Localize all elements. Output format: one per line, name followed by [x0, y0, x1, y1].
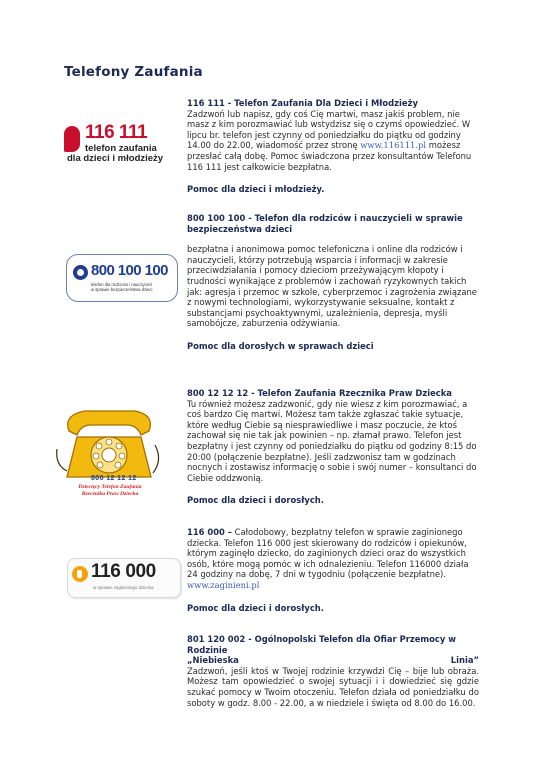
logo-line: telefon zaufania [85, 143, 157, 154]
entry-footer: Pomoc dla dzieci i dorosłych. [187, 602, 324, 613]
logo-line: dla dzieci i młodzieży [67, 153, 164, 164]
entry-heading: 116 111 - Telefon Zaufania Dla Dzieci i Młodzieży [187, 98, 418, 108]
phone-icon [73, 265, 88, 280]
logo-number: 800 12 12 12 [91, 475, 137, 482]
logo-line: Dziecięcy Telefon Zaufania [78, 484, 142, 490]
logo-line: w sprawie zaginionego dziecka [93, 585, 154, 590]
entry-body: Zadzwoń lub napisz, gdy coś Cię martwi, masz jakiś problem, nie masz z kim porozmawiać lub wstydzisz się o czymś opowiedzieć. W lipcu br. telefon jest czynny od poniedziałku do piątku od godziny 14.00 do 22.00, wiadomość przez stronę www.116111.pl możesz przesłać całą dobę. Pomoc świadczona przez konsultantów Telefonu 116 111 jest całkowicie bezpłatna. [187, 108, 472, 172]
entry-footer: Pomoc dla dzieci i młodzieży. [187, 184, 325, 195]
logo-116111 [64, 122, 172, 166]
logo-number: 800 100 100 [91, 262, 168, 279]
logo-800121212 [55, 405, 165, 501]
logo-number: 116 000 [91, 561, 156, 582]
logo-116000 [67, 558, 181, 598]
entry-heading: 801 120 002 - Ogólnopolski Telefon dla Ofiar Przemocy w Rodzinie [187, 634, 456, 655]
entry-body: 116 000 – Całodobowy, bezpłatny telefon w sprawie zaginionego dziecka. Telefon 116 000 jest skierowany do rodziców i opiekunów, którym zaginęło dziecko, do zaginionych dzieci oraz do wszystkich osób, które mogą pomóc w ich odnalezieniu. Telefon 116000 działa 24 godziny na dobę, 7 dni w tygodniu (połączenie bezpłatne). www.zaginieni.pl [187, 527, 469, 590]
entry-heading: 800 100 100 - Telefon dla rodziców i nauczycieli w sprawie bezpieczeństwa dzieci [187, 213, 463, 234]
entry-801120002 [187, 634, 479, 708]
entry-heading: 800 12 12 12 - Telefon Zaufania Rzecznika Praw Dziecka [187, 388, 452, 398]
logo-number: 116 111 [85, 122, 148, 143]
entry-116111 [187, 98, 479, 195]
entry-body: Zadzwoń, jeśli ktoś w Twojej rodzinie krzywdzi Cię – bije lub obraża. Możesz tam opowiedzieć o swojej sytuacji i i dowiedzieć się gdzie szukać pomocy w Twoim otoczeniu. Telefon działa od poniedziałku do soboty w godz. 8.00 - 22.00, a w niedziele i święta od 8.00 do 16.00. [187, 665, 479, 708]
entry-footer: Pomoc dla dorosłych w sprawach dzieci [187, 340, 374, 351]
entry-footer: Pomoc dla dzieci i dorosłych. [187, 495, 324, 506]
entry-body: bezpłatna i anonimowa pomoc telefoniczna i online dla rodziców i nauczycieli, którzy potrzebują wsparcia i informacji w zakresie przeciwdziałania i pomocy dzieciom przeżywającym kłopoty i trudności wynikające z problemów i zachowań ryzykownych takich jak: agresja i przemoc w szkole, cyberprzemoc i zagrożenia związane z nowymi technologiami, wykorzystywanie seksualne, kontakt z substancjami psychoaktywnymi, uzależnienia, depresja, myśli samobójcze, zaburzenia odżywiania. [187, 244, 477, 329]
rotary-phone-icon [55, 405, 165, 483]
entry-heading-line2: „Niebieska Linia” [187, 655, 479, 666]
entry-116000 [187, 527, 479, 613]
logo-line: telefon dla rodziców i nauczycieli [91, 282, 152, 287]
logo-800100100 [66, 254, 178, 302]
entry-heading: 116 000 – [187, 527, 232, 537]
entry-body: Tu również możesz zadzwonić, gdy nie wiesz z kim porozmawiać, a coś bardzo Cię martwi. Możesz tam także zgłaszać takie sytuacje, które według Ciebie są niesprawiedliwe i masz poczucie, że ktoś zachował się nie tak jak powinien – np. złamał prawo. Telefon jest bezpłatny i jest czynny od poniedziałku do piątku od godziny 8:15 do 20:00 (połączenie bezpłatne). Jeśli zadzwonisz tam w godzinach nocnych i zostawisz informację o sobie i swój numer – konsultanci do Ciebie oddzwonią. [187, 398, 477, 483]
logo-line: w sprawie bezpieczeństwa dzieci [91, 287, 153, 292]
logo-line: Rzecznika Praw Dziecka [81, 491, 139, 497]
entry-800121212 [187, 388, 479, 506]
phone-icon [72, 566, 88, 582]
website-link[interactable]: www.116111.pl [360, 140, 427, 151]
page-title: Telefony Zaufania [64, 64, 203, 80]
speech-bubble-icon [64, 126, 80, 152]
website-link[interactable]: www.zaginieni.pl [187, 579, 260, 590]
entry-800100100 [187, 213, 479, 352]
